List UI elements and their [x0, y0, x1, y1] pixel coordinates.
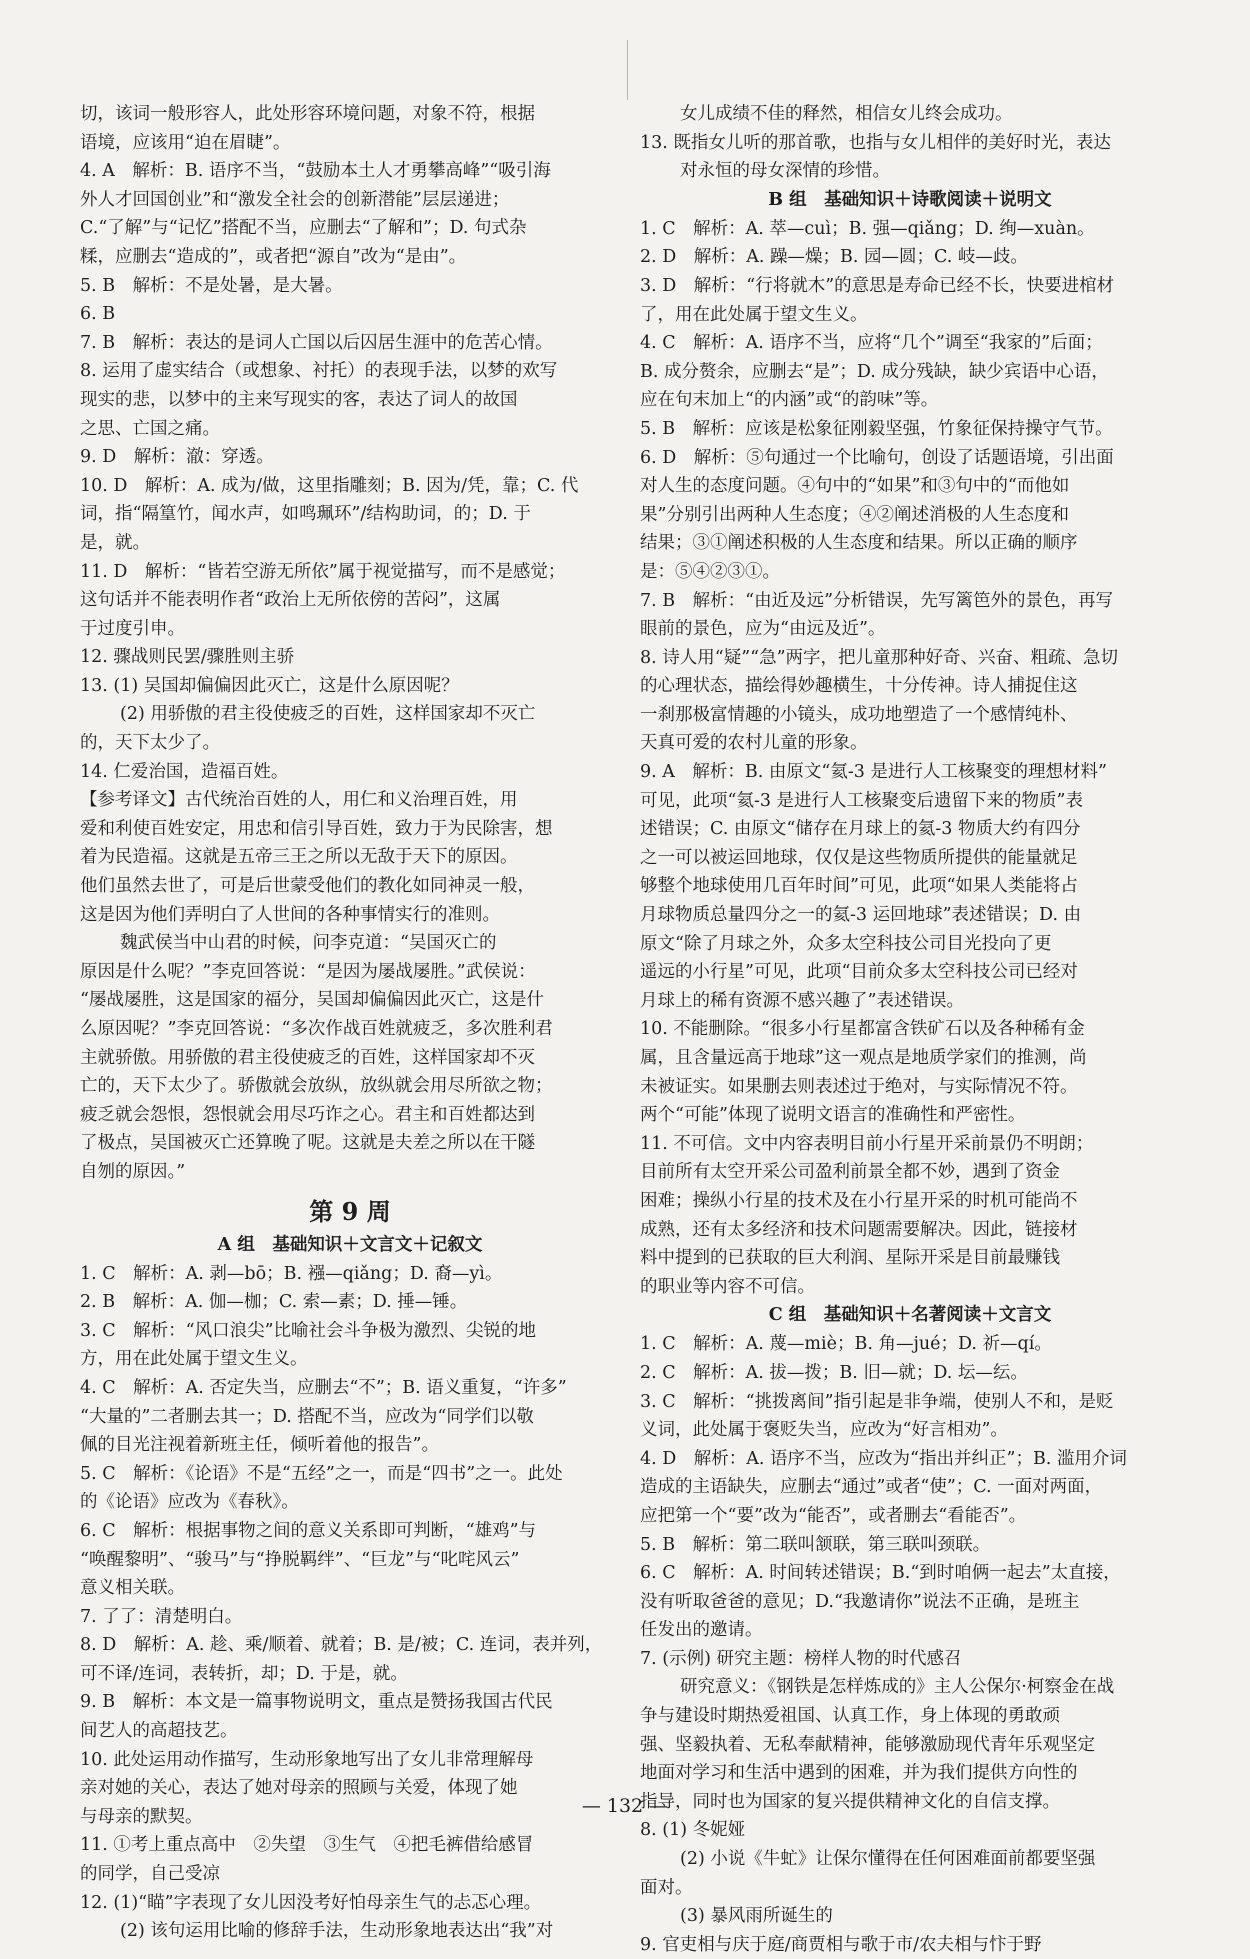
text-line: 与母亲的默契。: [80, 1806, 203, 1827]
text-line: 强、坚毅执着、无私奉献精神，能够激励现代青年乐观坚定: [640, 1734, 1095, 1755]
text-line: 8. (1) 冬妮娅: [640, 1820, 746, 1841]
text-line: 7. B 解析：表达的是词人亡国以后囚居生涯中的危苦心情。: [80, 332, 553, 353]
text-line: 9. A 解析：B. 由原文“氦-3 是进行人工核聚变的理想材料”: [640, 762, 1107, 783]
text-line: “屡战屡胜，这是国家的福分，吴国却偏偏因此灭亡，这是什: [80, 990, 544, 1011]
left-column: [80, 100, 620, 1946]
text-line: 困难；操纵小行星的技术及在小行星开采的时机可能尚不: [640, 1190, 1078, 1211]
text-line: 3. C 解析：“风口浪尖”比喻社会斗争极为激烈、尖锐的地: [80, 1320, 537, 1341]
text-line: 11. 不可信。文中内容表明目前小行星开采前景仍不明朗；: [640, 1133, 1094, 1154]
text-line: 方，用在此处属于望文生义。: [80, 1349, 308, 1370]
text-line: 6. C 解析：A. 时间转述错误；B.“到时咱俩一起去”太直接，: [640, 1563, 1121, 1584]
text-line: 没有听取爸爸的意见；D.“我邀请你”说法不正确，是班主: [640, 1591, 1080, 1612]
text-line: 2. C 解析：A. 拔—拨；B. 旧—就；D. 坛—纭。: [640, 1362, 1028, 1383]
text-line: 的，天下太少了。: [80, 733, 220, 754]
text-line: 外人才回国创业”和“激发全社会的创新潜能”层层递进；: [80, 189, 510, 210]
text-line: 8. 诗人用“疑”“急”两字，把儿童那种好奇、兴奋、粗疏、急切: [640, 647, 1119, 668]
text-line: 7. B 解析：“由近及远”分析错误，先写篱笆外的景色，再写: [640, 590, 1114, 611]
text-line: 之思、亡国之痛。: [80, 418, 220, 439]
text-line: 5. B 解析：第二联叫颔联，第三联叫颈联。: [640, 1534, 991, 1555]
text-line: 12. 骤战则民罢/骤胜则主骄: [80, 647, 295, 668]
text-line: 4. C 解析：A. 语序不当，应将“几个”调至“我家的”后面；: [640, 333, 1103, 354]
text-line: 现实的悲，以梦中的主来写现实的客，表达了词人的故国: [80, 389, 518, 410]
text-line: 应把第一个“要”改为“能否”，或者删去“看能否”。: [640, 1505, 1027, 1526]
text-line: 1. C 解析：A. 剥—bō；B. 襁—qiǎng；D. 裔—yì。: [80, 1263, 503, 1284]
text-line: 5. C 解析：《论语》不是“五经”之一，而是“四书”之一。此处: [80, 1463, 563, 1484]
text-line: 魏武侯当中山君的时候，问李克道：“吴国灭亡的: [120, 933, 497, 954]
text-line: 1. C 解析：A. 蔑—miè；B. 角—jué；D. 祈—qí。: [640, 1334, 1052, 1355]
text-line: 研究意义：《钢铁是怎样炼成的》主人公保尔·柯察金在战: [680, 1677, 1115, 1698]
text-line: 女儿成绩不佳的释然，相信女儿终会成功。: [680, 104, 1013, 124]
text-line: 着为民造福。这就是五帝三王之所以无敌于天下的原因。: [80, 847, 518, 868]
text-line: 7. 了了：清楚明白。: [80, 1606, 243, 1627]
text-line: 造成的主语缺失，应删去“通过”或者“使”；C. 一面对两面，: [640, 1477, 1103, 1498]
text-line: 4. C 解析：A. 否定失当，应删去“不”；B. 语义重复，“许多”: [80, 1377, 567, 1398]
text-line: 爱和利使百姓安定，用忠和信引导百姓，致力于为民除害，想: [80, 818, 553, 839]
text-line: 月球上的稀有资源不感兴趣了”表述错误。: [640, 990, 964, 1011]
text-line: “大量的”二者删去其一；D. 搭配不当，应改为“同学们以敬: [80, 1406, 534, 1427]
text-line: 料中提到的已获取的巨大利润、星际开采是目前最赚钱: [640, 1248, 1060, 1269]
text-line: 12. (1)“瞄”字表现了女儿因没考好怕母亲生气的忐忑心理。: [80, 1892, 542, 1913]
text-line: 这句话并不能表明作者“政治上无所依傍的苦闷”，这属: [80, 590, 501, 611]
text-line: 义词，此处属于褒贬失当，应改为“好言相劝”。: [640, 1420, 1008, 1441]
text-line: 的心理状态，描绘得妙趣横生，十分传神。诗人捕捉住这: [640, 676, 1078, 697]
text-line: 这是因为他们弄明白了人世间的各种事情实行的准则。: [80, 904, 500, 925]
text-line: 于过度引申。: [80, 618, 185, 639]
text-line: 6. D 解析：⑤句通过一个比喻句，创设了话题语境，引出面: [640, 447, 1114, 468]
text-line: 么原因呢？”李克回答说：“多次作战百姓就疲乏，多次胜利君: [80, 1019, 553, 1039]
text-line: 5. B 解析：不是处暑，是大暑。: [80, 275, 343, 296]
group-heading: B 组 基础知识＋诗歌阅读＋说明文: [768, 189, 1052, 210]
text-line: 语境，应该用“迫在眉睫”。: [80, 132, 291, 153]
text-line: 9. D 解析：澈：穿透。: [80, 447, 274, 468]
text-line: 应在句末加上“的内涵”或“的韵味”等。: [640, 390, 939, 411]
text-line: 3. C 解析：“挑拨离间”指引起是非争端，使别人不和，是贬: [640, 1391, 1114, 1412]
text-line: (2) 小说《牛虻》让保尔懂得在任何困难面前都要坚强: [680, 1849, 1096, 1870]
text-line: 了，用在此处属于望文生义。: [640, 304, 868, 325]
text-line: (2) 该句运用比喻的修辞手法，生动形象地表达出“我”对: [120, 1921, 554, 1942]
text-line: 主就骄傲。用骄傲的君主役使疲乏的百姓，这样国家却不灭: [80, 1047, 535, 1068]
text-line: 果”分别引出两种人生态度；④②阐述消极的人生态度和: [640, 504, 1069, 525]
text-line: 11. D 解析：“皆若空游无所依”属于视觉描写，而不是感觉；: [80, 561, 566, 582]
text-line: 原文“除了月球之外，众多太空科技公司目光投向了更: [640, 933, 1052, 954]
text-line: 10. D 解析：A. 成为/做，这里指雕刻；B. 因为/凭，靠；C. 代: [80, 475, 579, 496]
text-line: 意义相关联。: [80, 1578, 185, 1599]
text-line: 8. D 解析：A. 趁、乘/顺着、就着；B. 是/被；C. 连词，表并列，: [80, 1635, 603, 1656]
text-line: 是：⑤④②③①。: [640, 561, 780, 582]
text-line: 任发出的邀请。: [640, 1620, 763, 1641]
group-heading: C 组 基础知识＋名著阅读＋文言文: [768, 1305, 1052, 1326]
text-line: (2) 用骄傲的君主役使疲乏的百姓，这样国家却不灭亡: [120, 704, 536, 725]
text-line: 13. (1) 吴国却偏偏因此灭亡，这是什么原因呢？: [80, 675, 459, 696]
text-line: 【参考译文】古代统治百姓的人，用仁和义治理百姓，用: [80, 790, 518, 811]
text-line: 10. 此处运用动作描写，生动形象地写出了女儿非常理解母: [80, 1749, 534, 1770]
text-line: 可见，此项“氦-3 是进行人工核聚变后遗留下来的物质”表: [640, 790, 1084, 811]
week-heading: 第 9 周: [309, 1196, 391, 1226]
text-line: 是，就。: [80, 532, 150, 553]
text-line: 面对。: [640, 1877, 693, 1898]
text-line: 糅，应删去“造成的”，或者把“源自”改为“是由”。: [80, 246, 467, 267]
text-line: 4. A 解析：B. 语序不当，“鼓励本土人才勇攀高峰”“吸引海: [80, 161, 551, 182]
right-column: [640, 100, 1180, 1959]
text-line: 9. 官吏相与庆于庭/商贾相与歌于市/农夫相与忭于野: [640, 1934, 1042, 1955]
text-line: 2. B 解析：A. 伽—枷；C. 索—素；D. 捶—锤。: [80, 1292, 468, 1313]
text-line: 7. (示例) 研究主题：榜样人物的时代感召: [640, 1648, 962, 1669]
text-line: 5. B 解析：应该是松象征刚毅坚强，竹象征保持操守气节。: [640, 418, 1113, 439]
text-line: 亡的，天下太少了。骄傲就会放纵，放纵就会用尽所欲之物；: [80, 1076, 553, 1097]
text-line: 间艺人的高超技艺。: [80, 1721, 238, 1742]
text-line: 属，且含量远高于地球”这一观点是地质学家们的推测，尚: [640, 1048, 1087, 1068]
text-line: (3) 暴风雨所诞生的: [680, 1906, 833, 1927]
text-line: 6. C 解析：根据事物之间的意义关系即可判断，“雄鸡”与: [80, 1520, 537, 1541]
text-line: 词，指“隔篁竹，闻水声，如鸣珮环”/结构助词，的；D. 于: [80, 504, 531, 525]
text-line: 4. D 解析：A. 语序不当，应改为“指出并纠正”；B. 滥用介词: [640, 1448, 1127, 1469]
text-line: 他们虽然去世了，可是后世蒙受他们的教化如同神灵一般，: [80, 876, 535, 897]
text-line: 疲乏就会怨恨，怨恨就会用尽巧诈之心。君主和百姓都达到: [80, 1104, 535, 1125]
text-line: 一刹那极富情趣的小镜头，成功地塑造了一个感情纯朴、: [640, 704, 1078, 725]
column-divider: [627, 40, 628, 100]
text-line: 自刎的原因。”: [80, 1161, 186, 1182]
text-line: B. 成分赘余，应删去“是”；D. 成分残缺，缺少宾语中心语，: [640, 361, 1109, 382]
text-line: 对人生的态度问题。④句中的“如果”和③句中的“而他如: [640, 476, 1070, 497]
text-line: 之一可以被运回地球，仅仅是这些物质所提供的能量就足: [640, 847, 1078, 868]
text-line: 2. D 解析：A. 躁—燥；B. 园—圆；C. 岐—歧。: [640, 247, 1028, 268]
text-line: 成熟，还有太多经济和技术问题需要解决。因此，链接材: [640, 1219, 1078, 1240]
text-line: 8. 运用了虚实结合（或想象、衬托）的表现手法，以梦的欢写: [80, 361, 558, 382]
text-line: 未被证实。如果删去则表述过于绝对，与实际情况不符。: [640, 1076, 1078, 1097]
text-line: 10. 不能删除。“很多小行星都富含铁矿石以及各种稀有金: [640, 1019, 1085, 1040]
text-line: 原因是什么呢？”李克回答说：“是因为屡战屡胜。”武侯说：: [80, 961, 536, 982]
text-line: 的《论语》应改为《春秋》。: [80, 1492, 299, 1513]
text-line: 了极点，吴国被灭亡还算晚了呢。这就是夫差之所以在干隧: [80, 1133, 535, 1154]
text-line: 6. B: [80, 304, 116, 325]
text-line: 14. 仁爱治国，造福百姓。: [80, 761, 289, 782]
text-line: 遥远的小行星”可见，此项“目前众多太空科技公司已经对: [640, 962, 1078, 983]
text-line: 两个“可能”体现了说明文语言的准确性和严密性。: [640, 1105, 1026, 1126]
text-line: 指导，同时也为国家的复兴提供精神文化的自信支撑。: [640, 1791, 1060, 1812]
text-line: 的职业等内容不可信。: [640, 1276, 815, 1297]
text-line: 述错误；C. 由原文“储存在月球上的氦-3 物质大约有四分: [640, 819, 1081, 840]
text-line: 切，该词一般形容人，此处形容环境问题，对象不符，根据: [80, 104, 535, 124]
text-line: 的同学，自己受凉: [80, 1864, 220, 1885]
text-line: 3. D 解析：“行将就木”的意思是寿命已经不长，快要进棺材: [640, 275, 1115, 296]
text-line: 9. B 解析：本文是一篇事物说明文，重点是赞扬我国古代民: [80, 1692, 553, 1713]
text-line: 地面对学习和生活中遇到的困难，并为我们提供方向性的: [640, 1763, 1078, 1784]
text-line: 够整个地球使用几百年时间”可见，此项“如果人类能将占: [640, 876, 1078, 897]
text-line: 眼前的景色，应为“由远及近”。: [640, 619, 886, 640]
text-line: 亲对她的关心，表达了她对母亲的照顾与关爱，体现了她: [80, 1778, 518, 1799]
text-line: 目前所有太空开采公司盈利前景全都不妙，遇到了资金: [640, 1162, 1060, 1183]
text-line: “唤醒黎明”、“骏马”与“挣脱羁绊”、“巨龙”与“叱咤风云”: [80, 1549, 520, 1570]
group-heading: A 组 基础知识＋文言文＋记叙文: [217, 1234, 483, 1255]
text-line: 可不译/连词，表转折，却；D. 于是，就。: [80, 1663, 408, 1684]
text-line: 结果；③①阐述积极的人生态度和结果。所以正确的顺序: [640, 533, 1078, 554]
text-line: 1. C 解析：A. 萃—cuì；B. 强—qiǎng；D. 绚—xuàn。: [640, 218, 1095, 239]
text-line: C.“了解”与“记忆”搭配不当，应删去“了解和”；D. 句式杂: [80, 218, 527, 239]
text-line: 天真可爱的农村儿童的形象。: [640, 733, 868, 754]
text-line: 佩的目光注视着新班主任，倾听着他的报告”。: [80, 1435, 439, 1456]
text-line: 对永恒的母女深情的珍惜。: [680, 161, 890, 182]
text-line: 13. 既指女儿听的那首歌，也指与女儿相伴的美好时光，表达: [640, 132, 1111, 153]
page-number: — 132 —: [581, 1795, 669, 1817]
text-line: 11. ①考上重点高中 ②失望 ③生气 ④把毛裤借给感冒: [80, 1835, 534, 1856]
text-line: 月球物质总量四分之一的氦-3 运回地球”表述错误；D. 由: [640, 905, 1082, 926]
text-line: 争与建设时期热爱祖国、认真工作，身上体现的勇敢顽: [640, 1706, 1060, 1727]
